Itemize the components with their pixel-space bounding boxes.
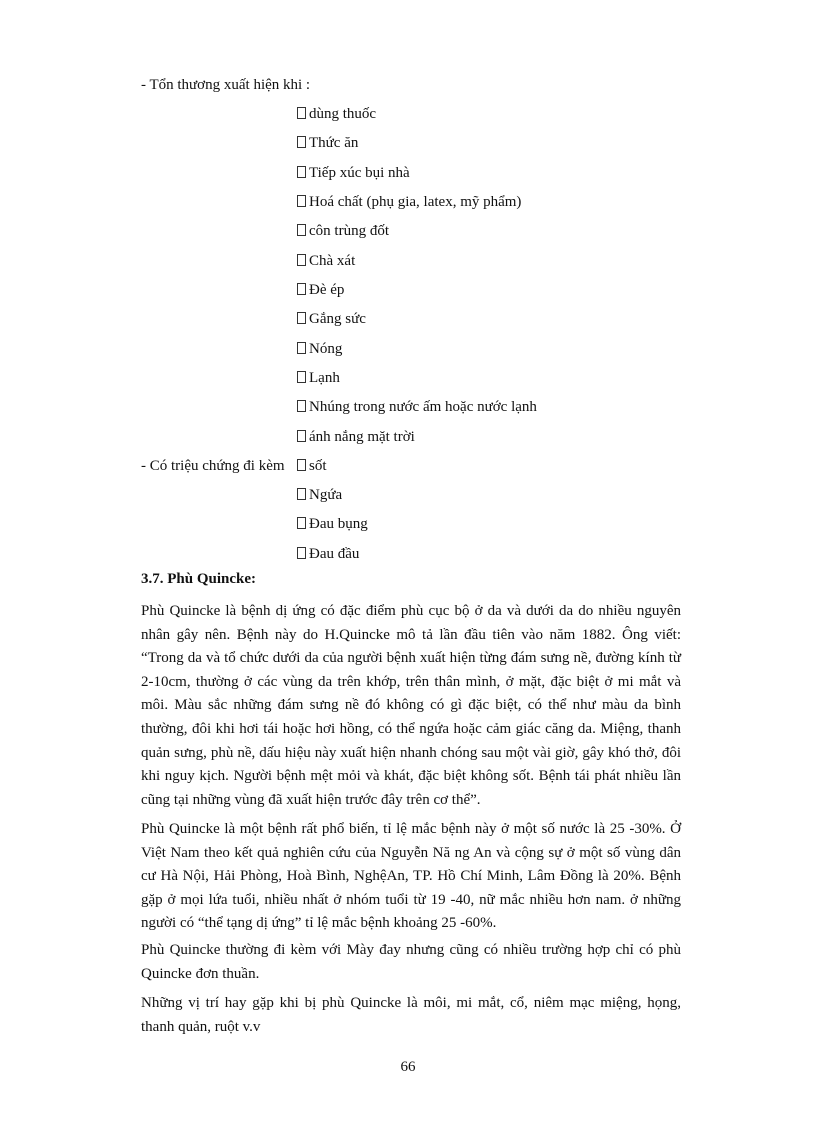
list-item-text: Thức ăn — [309, 135, 359, 151]
list-item — [297, 280, 344, 300]
checkbox-icon — [297, 342, 306, 354]
checkbox-icon — [297, 224, 306, 236]
checkbox-icon — [297, 371, 306, 383]
list-item-text: Nóng — [309, 341, 343, 357]
checkbox-icon — [297, 312, 306, 324]
checkbox-icon — [297, 107, 306, 119]
paragraph: Phù Quincke thường đi kèm với Mày đay nhưng cũng có nhiều trường hợp chỉ có phù Quincke đơn thuần. — [141, 942, 681, 982]
list-item — [297, 309, 366, 329]
page-number: 66 — [400, 1059, 416, 1075]
list-item-text: côn trùng đốt — [309, 223, 389, 239]
paragraph: Phù Quincke là một bệnh rất phổ biến, tỉ lệ mắc bệnh này ở một số nước là 25 -30%. Ở Việt Nam theo kết quả nghiên cứu của Nguyễn Nă ng An và cộng sự ở một số vùng dân cư Hà Nội, Hải Phòng, Hoà Bình, NghệAn, TP. Hồ Chí Minh, Lâm Đồng là 20%. Bệnh gặp ở mọi lứa tuổi, nhiều nhất ở nhóm tuổi từ 19 -40, nữ mắc nhiều hơn nam. ở những người có “thể tạng dị ứng” tỉ lệ mắc bệnh khoảng 25 -60%. — [141, 821, 681, 932]
checkbox-icon — [297, 195, 306, 207]
checkbox-icon — [297, 136, 306, 148]
checkbox-icon — [297, 517, 306, 529]
list-item-text: Đau đầu — [309, 546, 360, 562]
list-item — [297, 544, 359, 564]
list-item — [297, 104, 376, 124]
checkbox-icon — [297, 459, 306, 471]
section-heading: 3.7. Phù Quincke: — [141, 571, 257, 587]
list-item-text: Gắng sức — [309, 311, 366, 327]
list-item-text: Chà xát — [309, 253, 356, 269]
checkbox-icon — [297, 254, 306, 266]
list-item — [297, 397, 537, 417]
checkbox-icon — [297, 283, 306, 295]
checkbox-icon — [297, 166, 306, 178]
checkbox-icon — [297, 400, 306, 412]
list-item — [297, 368, 340, 388]
checkbox-icon — [297, 488, 306, 500]
list-item-text: dùng thuốc — [309, 106, 377, 122]
list-item — [297, 456, 327, 476]
list-item-text: ánh nắng mặt trời — [309, 429, 415, 445]
symptoms-label: - Có triệu chứng đi kèm — [141, 458, 285, 474]
list-item-text: Đau bụng — [309, 516, 368, 532]
list-item — [297, 192, 521, 212]
list-item-text: Ngứa — [309, 487, 343, 503]
list-item — [297, 221, 389, 241]
checkbox-icon — [297, 547, 306, 559]
list-item — [297, 339, 342, 359]
list-item-text: Đè ép — [309, 282, 345, 298]
list-item-text: sốt — [309, 458, 327, 474]
list-item-text: Tiếp xúc bụi nhà — [309, 165, 410, 181]
list-item-text: Nhúng trong nước ấm hoặc nước lạnh — [309, 399, 537, 415]
paragraph: Những vị trí hay gặp khi bị phù Quincke là môi, mi mắt, cổ, niêm mạc miệng, họng, thanh quản, ruột v.v — [141, 995, 681, 1035]
list-item — [297, 485, 342, 505]
list-item — [297, 251, 355, 271]
list-item — [297, 514, 368, 534]
paragraph: Phù Quincke là bệnh dị ứng có đặc điểm phù cục bộ ở da và dưới da do nhiều nguyên nhân gây nên. Bệnh này do H.Quincke mô tả lần đầu tiên vào năm 1882. Ông viết: “Trong da và tổ chức dưới da của người bệnh xuất hiện từng đám sưng nề, đường kính từ 2-10cm, thường ở các vùng da trên khớp, trên thân mình, ở mặt, đặc biệt ở mi mắt và môi. Màu sắc những đám sưng nề đó không có gì đặc biệt, có thể như màu da bình thường, đôi khi hơi tái hoặc hơi hồng, có thể ngứa hoặc cảm giác căng da. Miệng, thanh quản sưng, phù nề, dấu hiệu này xuất hiện nhanh chóng sau một vài giờ, gây khó thở, đôi khi nguy kịch. Người bệnh mệt mỏi và khát, đặc biệt không sốt. Bệnh tái phát nhiều lần cũng tại những vùng đã xuất hiện trước đây trên cơ thể”. — [141, 603, 681, 808]
list-item-text: Lạnh — [309, 370, 340, 386]
list-item — [297, 163, 410, 183]
triggers-label: - Tổn thương xuất hiện khi : — [141, 77, 311, 93]
list-item-text: Hoá chất (phụ gia, latex, mỹ phẩm) — [309, 194, 522, 210]
checkbox-icon — [297, 430, 306, 442]
list-item — [297, 133, 358, 153]
list-item — [297, 427, 415, 447]
